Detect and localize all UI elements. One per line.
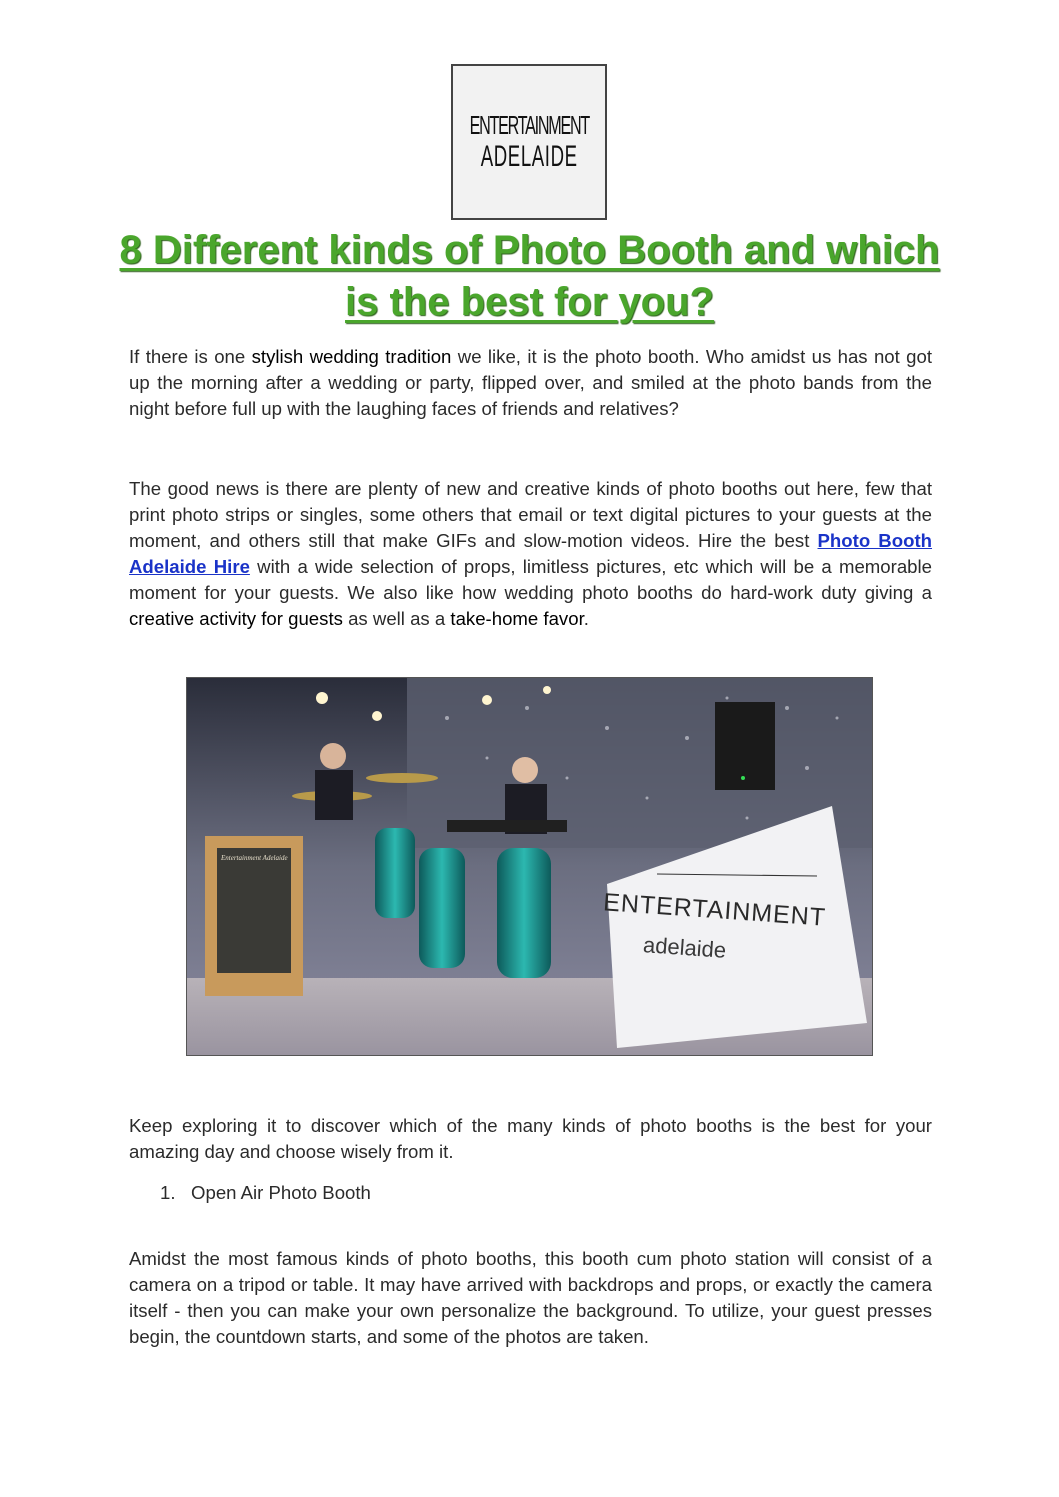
- explore-paragraph: Keep exploring it to discover which of the many kinds of photo booths is the best for your amazing day and choose wisely from it.: [129, 1115, 932, 1162]
- intro-paragraph: [129, 344, 932, 422]
- highlight-creative-activity: creative activity for guests: [129, 608, 343, 629]
- good-news-text-2: with a wide selection of props, limitless pictures, etc which will be a memorable moment for your guests. We also like how wedding photo booths do hard-work duty giving a: [129, 556, 932, 603]
- booth-brand-text: Entertainment Adelaide: [221, 854, 288, 862]
- photo-booth-hire-link[interactable]: Photo Booth Adelaide Hire: [129, 530, 933, 577]
- intro-highlight: stylish wedding tradition: [251, 346, 452, 367]
- intro-text-1: If there is one: [129, 346, 252, 367]
- sign-text-adelaide: adelaide: [642, 932, 727, 963]
- good-news-text-3: as well as a: [342, 608, 451, 629]
- open-air-paragraph: Amidst the most famous kinds of photo booths, this booth cum photo station will consist of a camera on a tripod or table. It may have arrived with backdrops and props, or exactly the camera itself - then you can make your own personalize the background. To utilize, your guest presses begin, the countdown starts, and some of the photos are taken.: [129, 1248, 932, 1347]
- good-news-text-4: .: [583, 608, 589, 629]
- sign-text-entertainment: ENTERTAINMENT: [602, 888, 827, 932]
- logo: [451, 64, 607, 220]
- highlight-take-home-favor: take-home favor: [450, 608, 584, 629]
- logo-line-2: ADELAIDE: [480, 140, 578, 173]
- intro-text-2: we like, it is the photo booth. Who amidst us has not got up the morning after a wedding or party, flipped over, and smiled at the photo bands from the night before full up with the laughing faces of friends and relatives?: [129, 346, 933, 419]
- page-title: 8 Different kinds of Photo Booth and which is the best for you?: [119, 228, 940, 324]
- good-news-text-1: The good news is there are plenty of new and creative kinds of photo booths out here, few that print photo strips or singles, some others that email or text digital pictures to your guests at the moment, and others still that make GIFs and slow-motion videos. Hire the best: [129, 478, 932, 551]
- good-news-paragraph: [129, 476, 932, 632]
- list-item-label: Open Air Photo Booth: [191, 1182, 371, 1203]
- event-photo: [186, 677, 873, 1056]
- list-item-number: 1.: [160, 1182, 176, 1203]
- logo-line-1: ENTERTAINMENT: [469, 110, 589, 140]
- list-item: [160, 1180, 371, 1206]
